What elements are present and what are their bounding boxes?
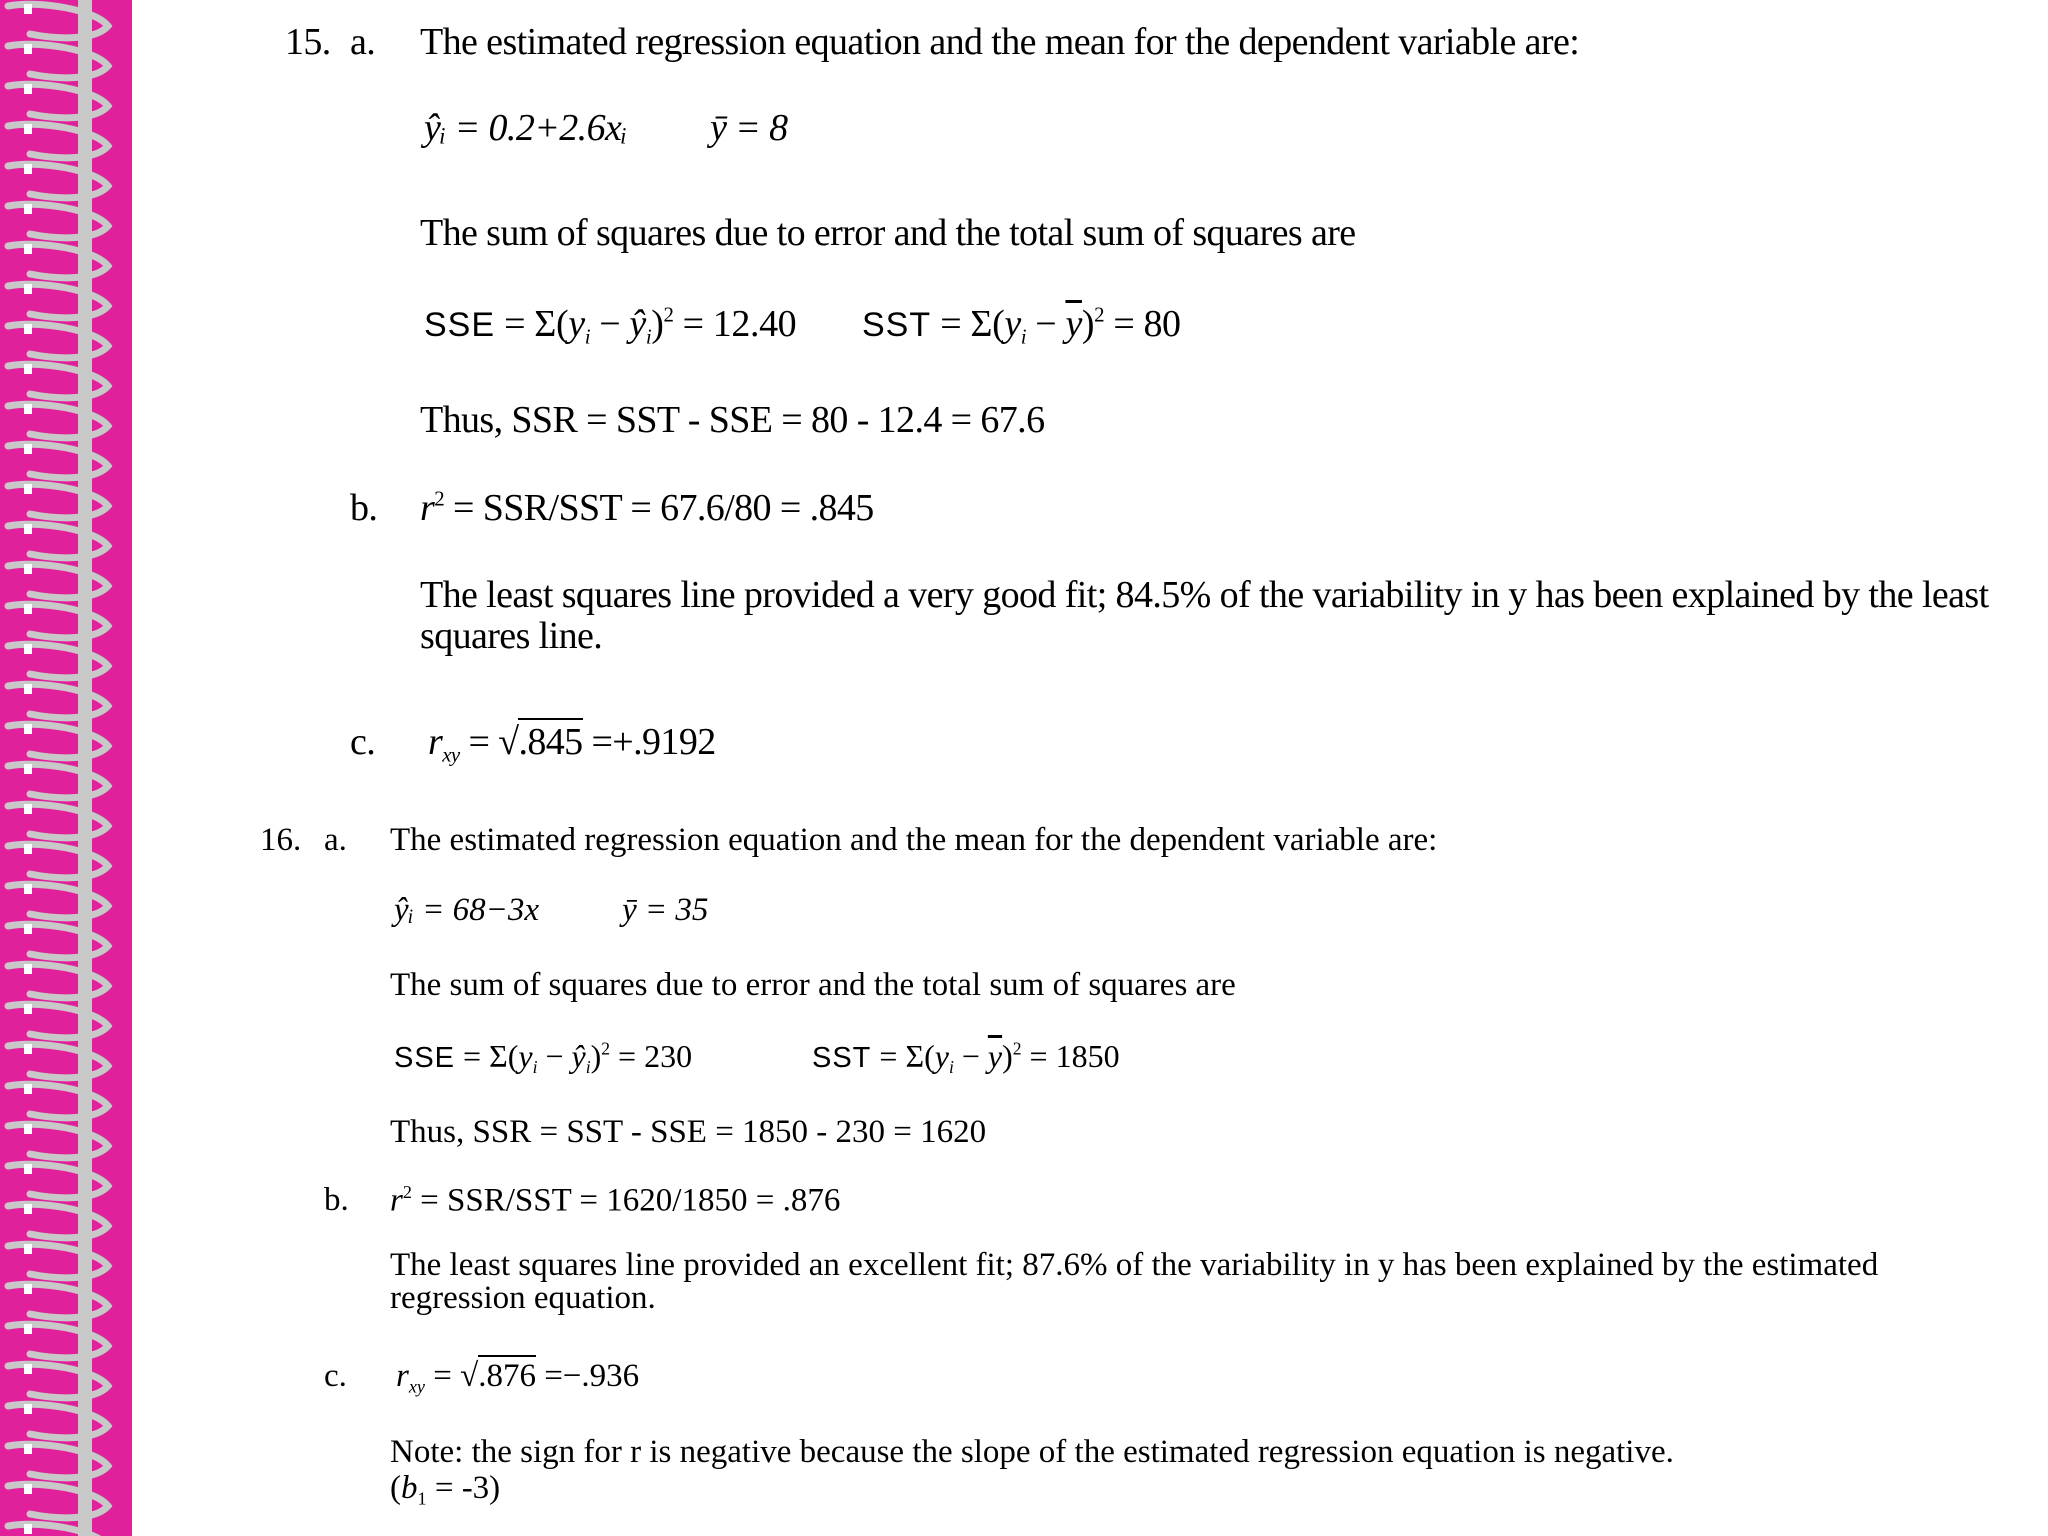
problem-16-a-label: a. <box>324 822 347 858</box>
binding-coil <box>8 964 108 998</box>
binding-coil <box>8 4 108 38</box>
binding-hole <box>24 204 32 214</box>
binding-coil <box>8 604 108 638</box>
binding-coil <box>8 404 108 438</box>
binding-hole <box>24 604 32 614</box>
spiral-binding <box>0 0 132 1536</box>
problem-15-r-squared: $r^2 = SSR/SST = 67.6/80 = .845$ <box>420 486 874 529</box>
binding-coil <box>8 804 108 838</box>
problem-16-sse-formula: SSE = $\Sigma(y_i$ − $ŷ_i)^2 = 230$ <box>394 1038 693 1078</box>
binding-hole <box>24 284 32 294</box>
binding-coil <box>8 1084 108 1118</box>
problem-15-correlation: $r_{xy} = √.845 =+.9192$ <box>428 720 716 767</box>
binding-hole <box>24 1484 32 1494</box>
binding-hole <box>24 484 32 494</box>
binding-hole <box>24 124 32 134</box>
problem-15-a-intro: The estimated regression equation and the mean for the dependent variable are: <box>420 21 1580 63</box>
binding-hole <box>24 1124 32 1134</box>
binding-hole <box>24 684 32 694</box>
spiral-coils <box>0 0 132 1536</box>
problem-15-b-label: b. <box>350 487 378 529</box>
binding-coil <box>8 844 108 878</box>
binding-hole <box>24 804 32 814</box>
problem-15-ssr-line: Thus, SSR = SST - SSE = 80 - 12.4 = 67.6 <box>420 399 1045 441</box>
binding-coil <box>8 1484 108 1518</box>
binding-hole <box>24 244 32 254</box>
binding-hole <box>24 1164 32 1174</box>
binding-coil <box>8 1364 108 1398</box>
problem-15-mean-y: ȳ = 8 <box>710 107 788 149</box>
binding-hole <box>24 1524 32 1534</box>
problem-15-a-label: a. <box>350 21 376 63</box>
binding-hole <box>24 1004 32 1014</box>
binding-coil <box>8 524 108 558</box>
binding-coil <box>8 84 108 118</box>
problem-15-regression-equation: ŷᵢ = 0.2+2.6xᵢ <box>424 107 627 149</box>
problem-16-r-squared: $r^2 = SSR/SST = 1620/1850 = .876$ <box>390 1182 841 1219</box>
problem-15-sst-formula: SST = $\Sigma(y_i - \overline{y})^2 = 80$ <box>862 302 1181 349</box>
binding-hole <box>24 1244 32 1254</box>
binding-hole <box>24 564 32 574</box>
binding-coil <box>8 244 108 278</box>
problem-16-sst-formula: SST = $\Sigma(y_i - \overline{y})^2 = 1850$ <box>812 1038 1120 1078</box>
binding-hole <box>24 364 32 374</box>
binding-coil <box>8 1164 108 1198</box>
binding-hole <box>24 324 32 334</box>
binding-hole <box>24 44 32 54</box>
binding-coil <box>8 924 108 958</box>
binding-hole <box>24 1284 32 1294</box>
binding-coil <box>8 1204 108 1238</box>
binding-coil <box>8 884 108 918</box>
binding-coil <box>8 684 108 718</box>
binding-hole <box>24 1084 32 1094</box>
binding-coil <box>8 644 108 678</box>
problem-16-a-intro: The estimated regression equation and the mean for the dependent variable are: <box>390 822 1438 858</box>
problem-15-number: 15. <box>285 21 331 63</box>
problem-16-slope-note: $(b_1 = -3)$ <box>390 1470 501 1509</box>
problem-15-sums-intro: The sum of squares due to error and the total sum of squares are <box>420 212 1356 254</box>
binding-hole <box>24 1204 32 1214</box>
binding-coil <box>8 164 108 198</box>
problem-16-sums-intro: The sum of squares due to error and the total sum of squares are <box>390 967 1236 1003</box>
binding-coil <box>8 764 108 798</box>
binding-hole <box>24 164 32 174</box>
binding-hole <box>24 524 32 534</box>
problem-15-sse-formula: SSE = $\Sigma(y_i$ − $ŷ_i)^2 = 12.40$ <box>424 302 797 349</box>
binding-coil <box>8 444 108 478</box>
binding-coil <box>8 724 108 758</box>
binding-hole <box>24 1364 32 1374</box>
binding-coil <box>8 1004 108 1038</box>
binding-coil <box>8 1404 108 1438</box>
binding-coil <box>8 1324 108 1358</box>
problem-16-regression-equation: ŷᵢ = 68−3x <box>394 892 540 928</box>
binding-hole <box>24 1404 32 1414</box>
binding-coil <box>8 1044 108 1078</box>
binding-coil <box>8 1284 108 1318</box>
binding-coil <box>8 204 108 238</box>
problem-16-number: 16. <box>260 822 302 858</box>
problem-15-fit-explanation: The least squares line provided a very good fit; 84.5% of the variability in y has been explained by the least squares line. <box>420 574 1989 658</box>
problem-15-c-label: c. <box>350 721 376 763</box>
binding-coil <box>8 1524 108 1536</box>
binding-coil <box>8 1124 108 1158</box>
binding-coil <box>8 484 108 518</box>
binding-coil <box>8 284 108 318</box>
binding-hole <box>24 924 32 934</box>
problem-16-ssr-line: Thus, SSR = SST - SSE = 1850 - 230 = 1620 <box>390 1114 987 1150</box>
binding-hole <box>24 4 32 14</box>
binding-coil <box>8 1444 108 1478</box>
binding-hole <box>24 964 32 974</box>
binding-hole <box>24 724 32 734</box>
problem-16-correlation: $r_{xy} = √.876 =-.936$ <box>396 1358 639 1397</box>
binding-coil <box>8 364 108 398</box>
binding-coil <box>8 324 108 358</box>
document-page <box>132 0 2048 1536</box>
binding-coil <box>8 564 108 598</box>
problem-16-sign-note: Note: the sign for r is negative because the slope of the estimated regression equation is negative. <box>390 1434 1674 1470</box>
binding-hole <box>24 764 32 774</box>
problem-16-c-label: c. <box>324 1358 347 1394</box>
binding-coil <box>8 44 108 78</box>
binding-hole <box>24 884 32 894</box>
problem-16-mean-y: ȳ = 35 <box>622 892 709 928</box>
binding-coil <box>8 124 108 158</box>
binding-hole <box>24 1044 32 1054</box>
binding-coil <box>8 1244 108 1278</box>
binding-hole <box>24 844 32 854</box>
problem-16-b-label: b. <box>324 1182 349 1218</box>
binding-hole <box>24 404 32 414</box>
binding-hole <box>24 84 32 94</box>
binding-hole <box>24 644 32 654</box>
binding-hole <box>24 444 32 454</box>
binding-hole <box>24 1324 32 1334</box>
binding-hole <box>24 1444 32 1454</box>
problem-16-fit-explanation: The least squares line provided an excellent fit; 87.6% of the variability in y has been explained by the estimated regression equation. <box>390 1247 1879 1316</box>
